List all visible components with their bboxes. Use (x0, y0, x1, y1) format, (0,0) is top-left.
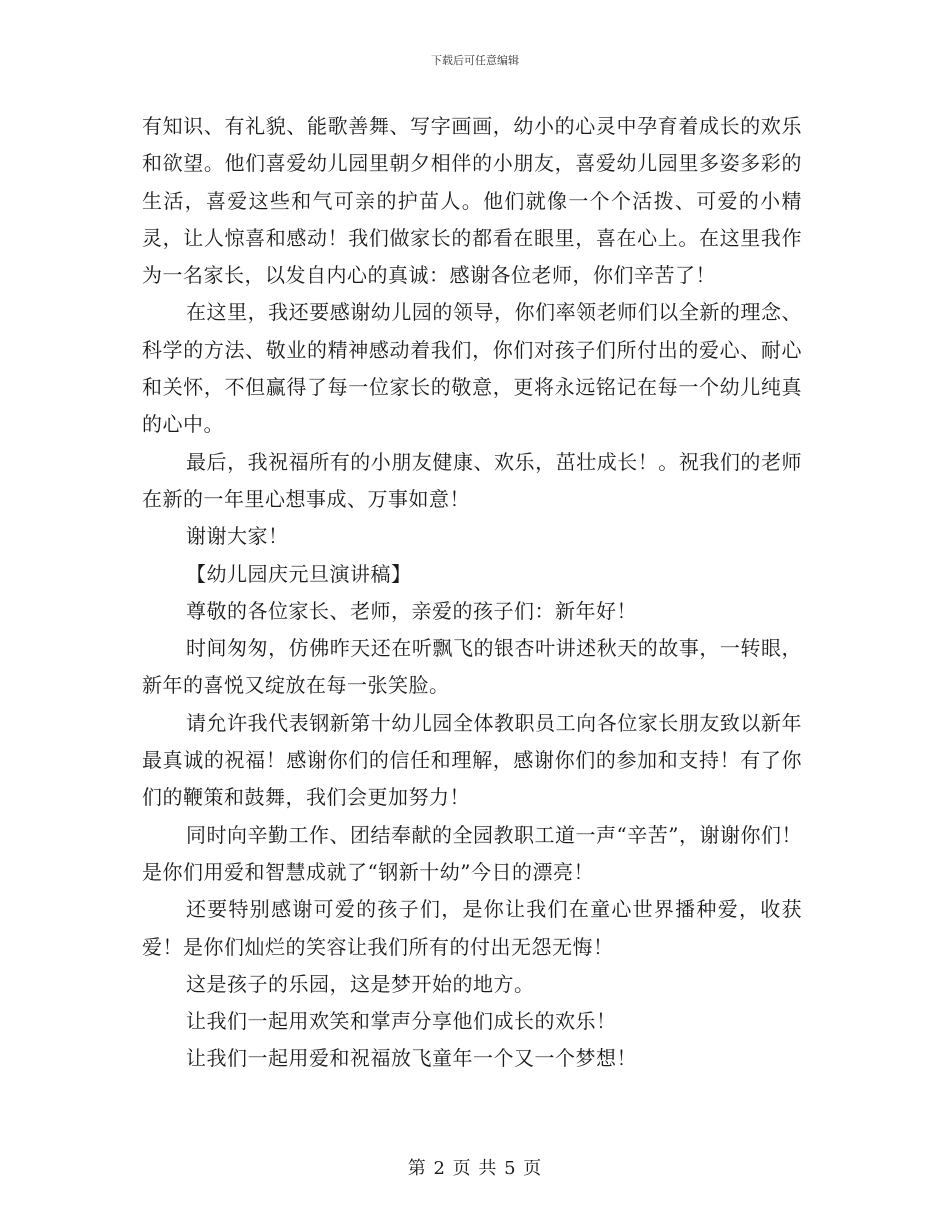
section-title: 【幼儿园庆元旦演讲稿】 (186, 561, 412, 586)
page-header: 下载后可任意编辑 (431, 54, 519, 67)
paragraph-4: 谢谢大家！ (186, 524, 289, 549)
page-footer: 第 2 页 共 5 页 (407, 1158, 543, 1179)
paragraph-12: 让我们一起用欢笑和掌声分享他们成长的欢乐！ (186, 1009, 617, 1034)
paragraph-13: 让我们一起用爱和祝福放飞童年一个又一个梦想！ (186, 1046, 637, 1071)
paragraph-2: 在这里，我还要感谢幼儿园的领导，你们率领老师们以全新的理念、科学的方法、敬业的精神感动着我们，你们对孩子们所付出的爱心、耐心和关怀，不但赢得了每一位家长的敬意，更将永远铭记在每一个幼儿纯真的心中。 (142, 300, 802, 437)
document-body (142, 108, 802, 1078)
paragraph-greeting: 尊敬的各位家长、老师，亲爱的孩子们：新年好！ (186, 598, 637, 623)
paragraph-10: 还要特别感谢可爱的孩子们，是你让我们在童心世界播种爱，收获爱！是你们灿烂的笑容让我们所有的付出无怨无悔！ (142, 897, 802, 959)
paragraph-11: 这是孩子的乐园，这是梦开始的地方。 (186, 971, 535, 996)
paragraph-1: 有知识、有礼貌、能歌善舞、写字画画，幼小的心灵中孕育着成长的欢乐和欲望。他们喜爱幼儿园里朝夕相伴的小朋友，喜爱幼儿园里多姿多彩的生活，喜爱这些和气可亲的护苗人。他们就像一个个活拨、可爱的小精灵，让人惊喜和感动！我们做家长的都看在眼里，喜在心上。在这里我作为一名家长，以发自内心的真诚：感谢各位老师，你们辛苦了！ (142, 114, 802, 288)
paragraph-7: 时间匆匆，仿佛昨天还在听飘飞的银杏叶讲述秋天的故事，一转眼，新年的喜悦又绽放在每一张笑脸。 (142, 636, 802, 698)
paragraph-8: 请允许我代表钢新第十幼儿园全体教职员工向各位家长朋友致以新年最真诚的祝福！感谢你们的信任和理解，感谢你们的参加和支持！有了你们的鞭策和鼓舞，我们会更加努力！ (142, 710, 802, 810)
paragraph-9: 同时向辛勤工作、团结奉献的全园教职工道一声“辛苦”，谢谢你们！是你们用爱和智慧成就了“钢新十幼”今日的漂亮！ (142, 822, 802, 884)
paragraph-3: 最后，我祝福所有的小朋友健康、欢乐，茁壮成长！。祝我们的老师在新的一年里心想事成、万事如意！ (142, 449, 802, 511)
